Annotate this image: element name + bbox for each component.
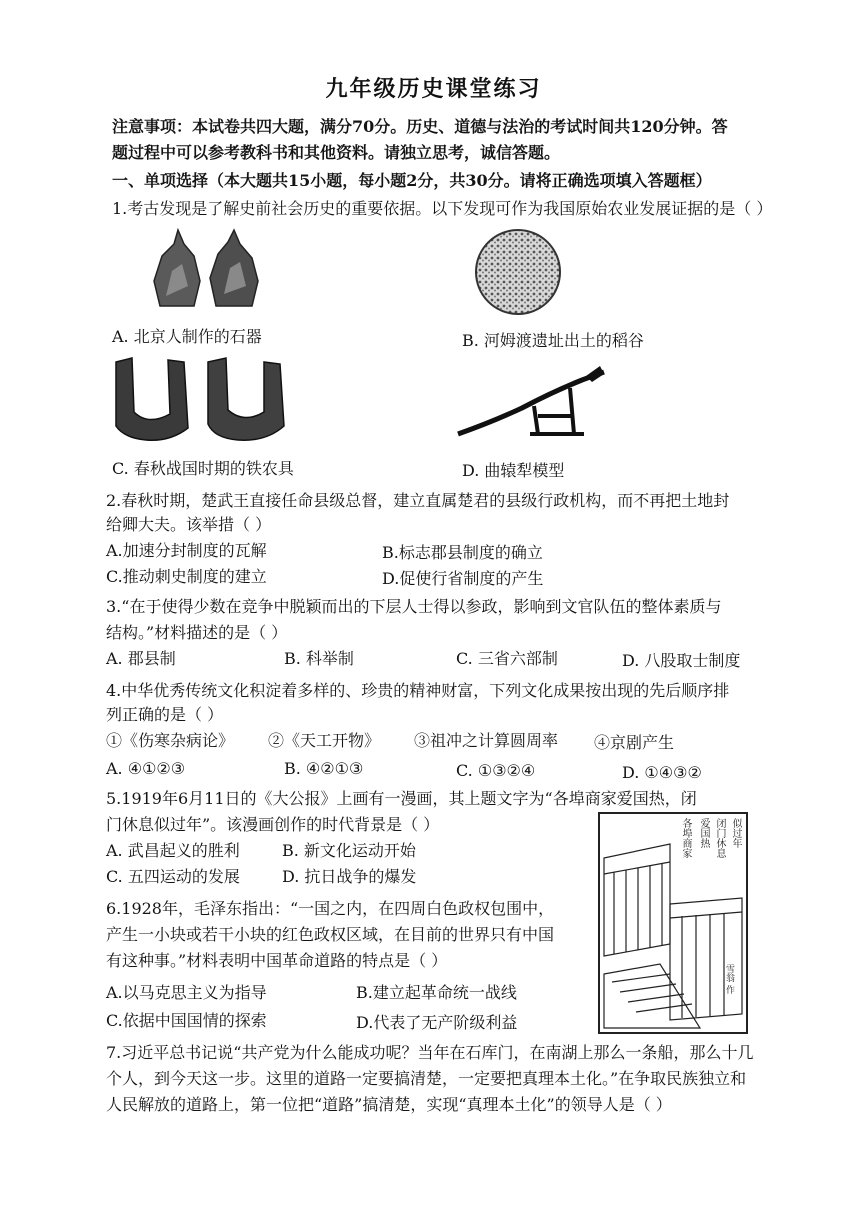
q4-item-2: ②《天工开物》 [268, 731, 381, 750]
q3-stem-line-2: 结构。”材料描述的是（ ） [106, 623, 288, 642]
notice-line-2: 题过程中可以参考教科书和其他资料。请独立思考，诚信答题。 [112, 143, 561, 162]
q3-option-b: B. 科举制 [284, 649, 354, 668]
q2-option-a: A.加速分封制度的瓦解 [106, 541, 267, 560]
iron-tools-image [108, 352, 298, 444]
q4-option-a: A. ④①②③ [106, 759, 186, 778]
q6-option-a: A.以马克思主义为指导 [106, 983, 267, 1002]
q7-stem-line-3: 人民解放的道路上，第一位把“道路”搞清楚，实现“真理本土化”的领导人是（ ） [106, 1095, 672, 1114]
q4-item-3: ③祖冲之计算圆周率 [414, 731, 559, 750]
curved-plow-image [452, 362, 612, 442]
q4-item-4: ④京剧产生 [594, 733, 675, 752]
q6-stem-line-1: 6.1928年，毛泽东指出：“一国之内，在四周白色政权包围中， [106, 899, 555, 918]
q2-stem-line-1: 2.春秋时期，楚武王直接任命县级总督，建立直属楚君的县级行政机构，而不再把土地封 [106, 491, 730, 510]
q1-option-d: D. 曲辕犁模型 [462, 461, 565, 480]
q7-stem-line-1: 7.习近平总书记说“共产党为什么能成功呢？当年在石库门，在南湖上那么一条船，那么十几 [106, 1043, 754, 1062]
q1-stem: 1.考古发现是了解史前社会历史的重要依据。以下发现可作为我国原始农业发展证据的是（ ） [112, 199, 773, 218]
q6-option-c: C.依据中国国情的探索 [106, 1011, 267, 1030]
q6-stem-line-2: 产生一小块或若干小块的红色政权区域，在目前的世界只有中国 [106, 925, 555, 944]
q7-stem-line-2: 个人，到今天这一步。这里的道路一定要搞清楚，一定要把真理本土化。”在争取民族独立和 [106, 1069, 747, 1088]
q4-item-1: ①《伤寒杂病论》 [106, 731, 235, 750]
q3-option-c: C. 三省六部制 [456, 649, 558, 668]
section-heading: 一、单项选择（本大题共15小题，每小题2分，共30分。请将正确选项填入答题框） [112, 171, 712, 190]
cartoon-signature: 雪翁 作 [724, 964, 734, 994]
cartoon-caption-1: 各埠商家 [680, 818, 691, 858]
q1-option-b: B. 河姆渡遗址出土的稻谷 [462, 331, 644, 350]
q6-option-d: D.代表了无产阶级利益 [356, 1013, 518, 1032]
shop-closure-cartoon [598, 812, 748, 1034]
cartoon-caption-3: 闭门休息 [714, 818, 725, 858]
q5-option-a: A. 武昌起义的胜利 [106, 841, 240, 860]
q2-stem-line-2: 给卿大夫。该举措（ ） [106, 515, 272, 534]
q4-option-c: C. ①③②④ [456, 761, 536, 780]
q4-stem-line-2: 列正确的是（ ） [106, 705, 224, 724]
q4-option-b: B. ④②①③ [284, 759, 364, 778]
cartoon-caption-2: 爱国热 [698, 818, 709, 848]
q5-stem-line-2: 门休息似过年”。该漫画创作的时代背景是（ ） [106, 815, 440, 834]
q3-stem-line-1: 3.“在于使得少数在竞争中脱颖而出的下层人士得以参政，影响到文官队伍的整体素质与 [106, 597, 722, 616]
q6-option-b: B.建立起革命统一战线 [356, 983, 517, 1002]
q5-option-c: C. 五四运动的发展 [106, 867, 240, 886]
q1-option-a: A. 北京人制作的石器 [112, 327, 262, 346]
q2-option-b: B.标志郡县制度的确立 [382, 543, 543, 562]
q4-option-d: D. ①④③② [622, 763, 702, 782]
notice-line-1: 注意事项：本试卷共四大题，满分70分。历史、道德与法治的考试时间共120分钟。答 [112, 117, 728, 136]
q3-option-d: D. 八股取士制度 [622, 651, 741, 670]
q2-option-c: C.推动刺史制度的建立 [106, 567, 267, 586]
page-title: 九年级历史课堂练习 [325, 76, 542, 102]
rice-grain-image [472, 226, 564, 318]
q5-option-d: D. 抗日战争的爆发 [282, 867, 417, 886]
q5-stem-line-1: 5.1919年6月11日的《大公报》上画有一漫画，其上题文字为“各埠商家爱国热，闭 [106, 789, 697, 808]
cartoon-caption-4: 似过年 [730, 818, 741, 848]
q5-option-b: B. 新文化运动开始 [282, 841, 416, 860]
stone-tools-image [148, 226, 273, 318]
q3-option-a: A. 郡县制 [106, 649, 176, 668]
q4-stem-line-1: 4.中华优秀传统文化积淀着多样的、珍贵的精神财富，下列文化成果按出现的先后顺序排 [106, 681, 730, 700]
q2-option-d: D.促使行省制度的产生 [382, 569, 544, 588]
q6-stem-line-3: 有这种事。”材料表明中国革命道路的特点是（ ） [106, 951, 448, 970]
q1-option-c: C. 春秋战国时期的铁农具 [112, 459, 294, 478]
